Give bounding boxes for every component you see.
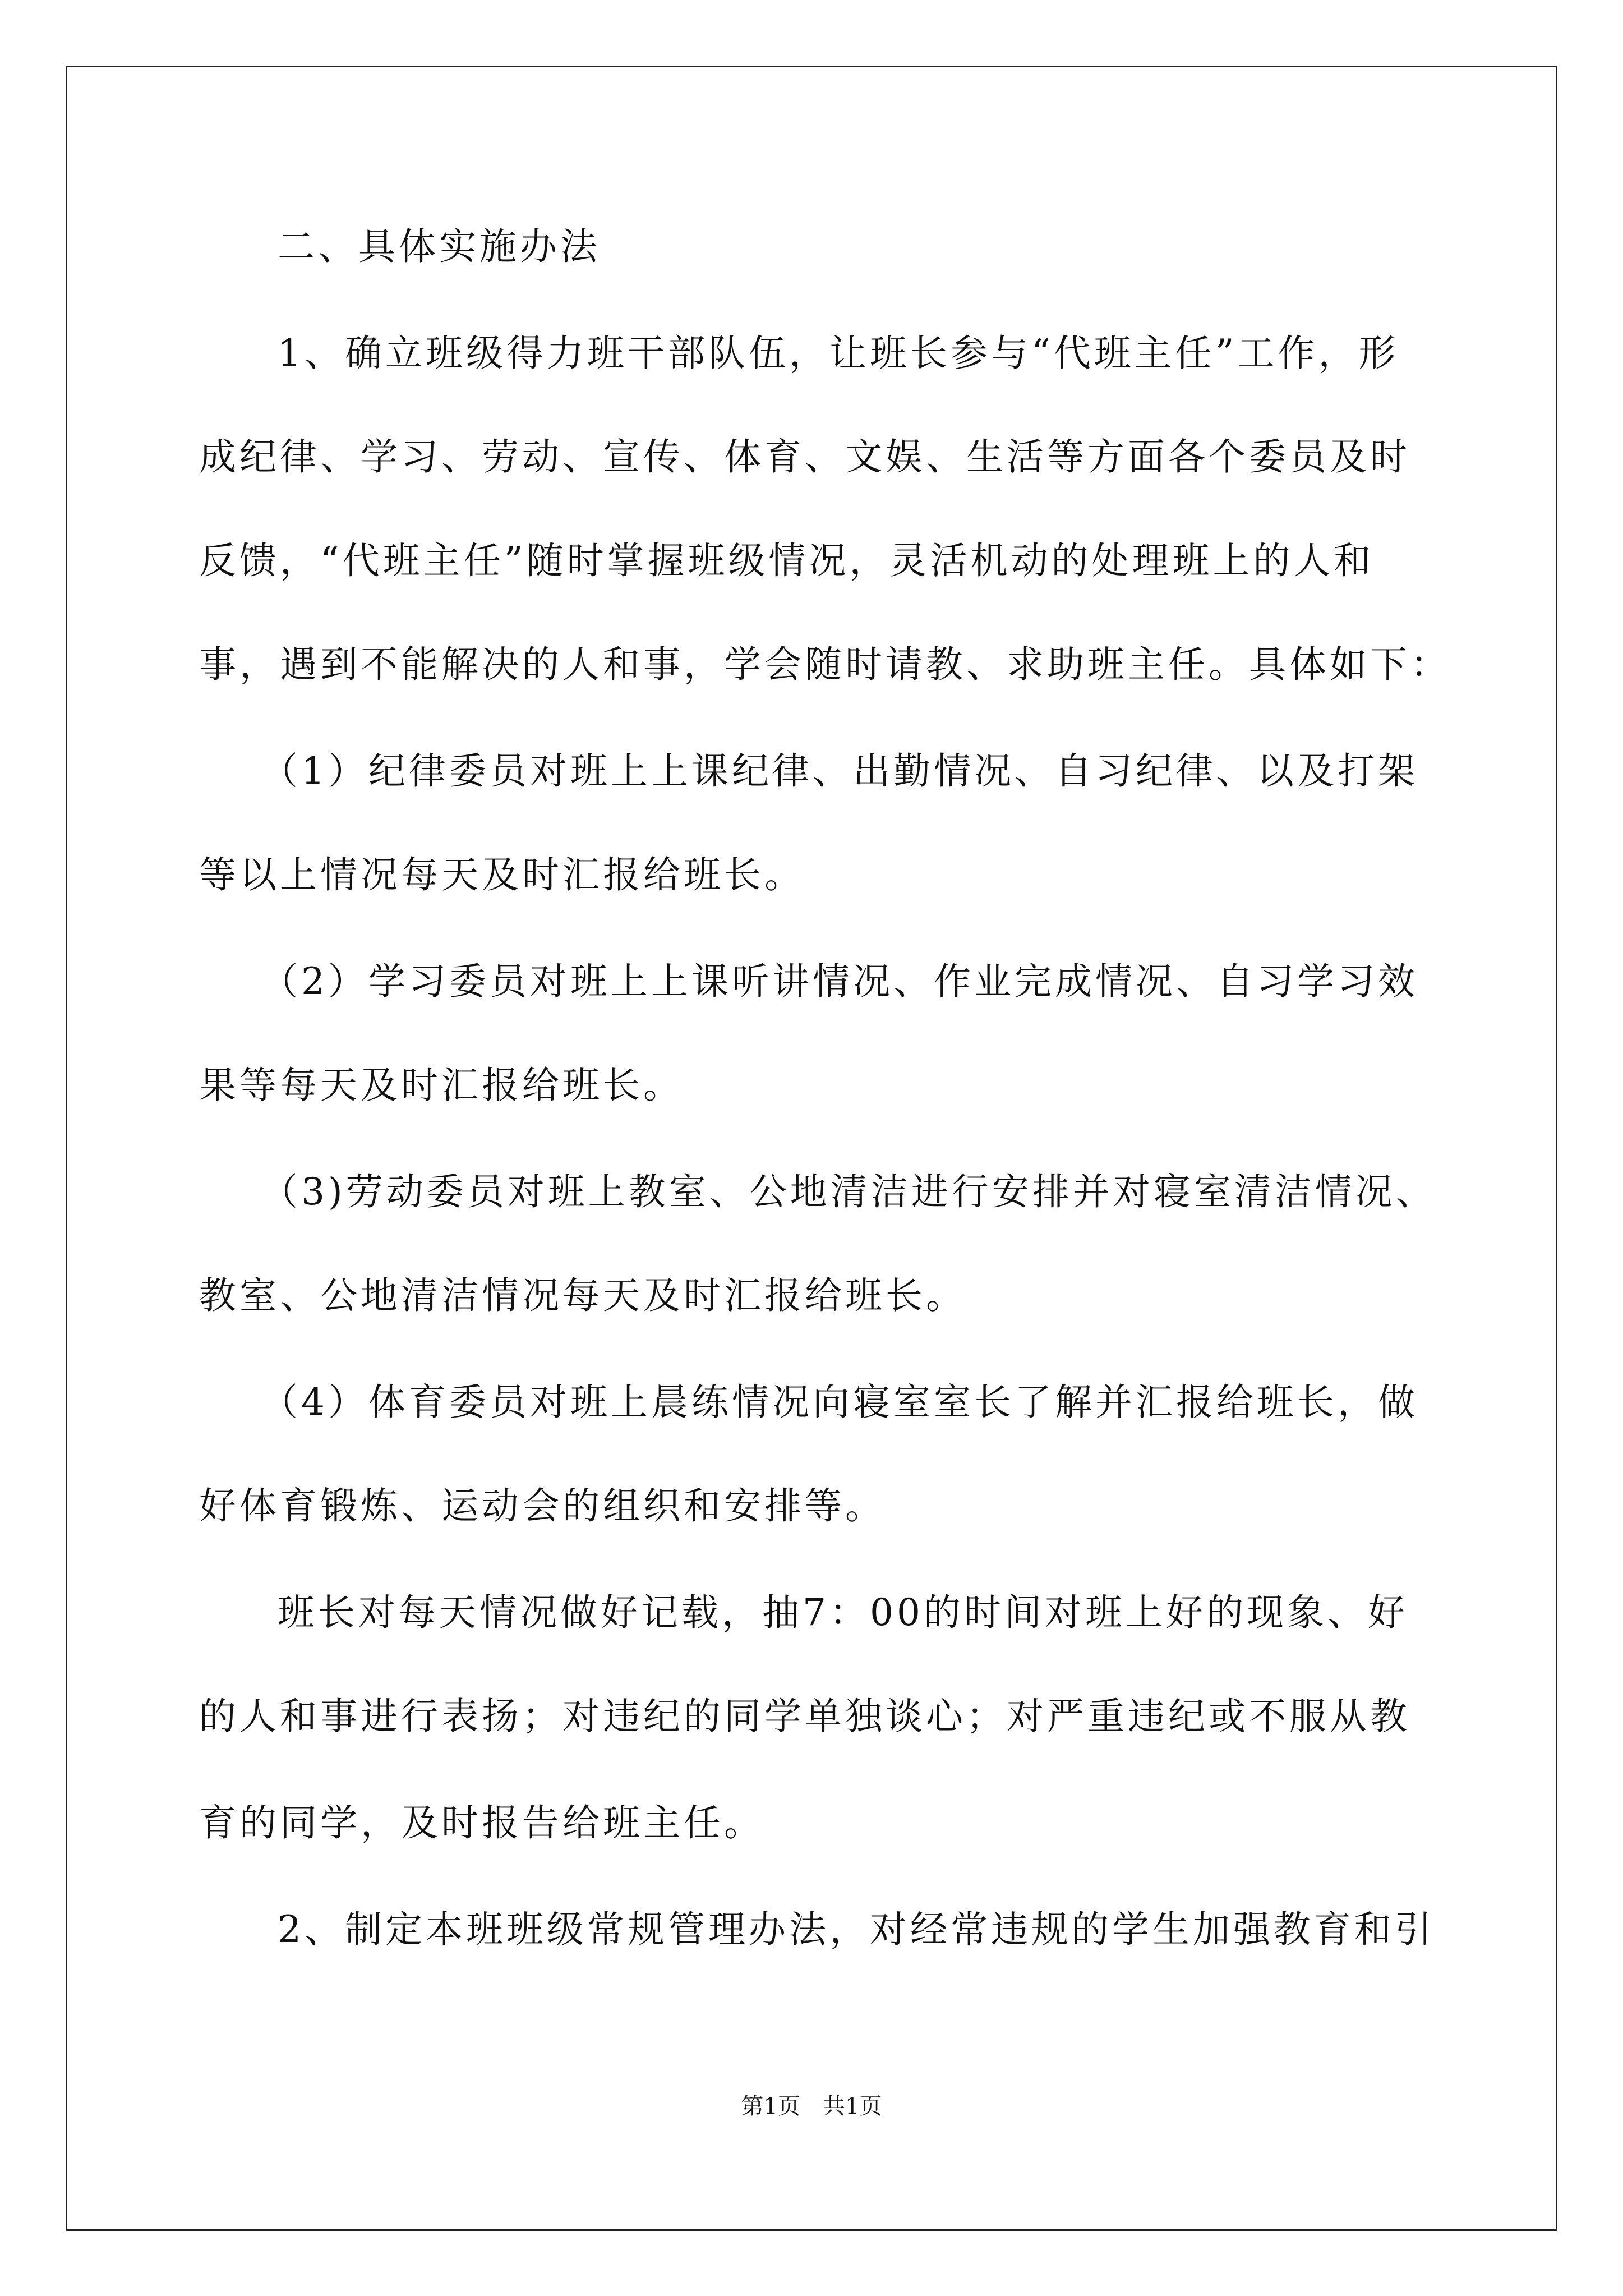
paragraph-line: 2、制定本班班级常规管理办法，对经常违规的学生加强教育和引 — [278, 1908, 1435, 1951]
paragraph-line: 好体育锻炼、运动会的组织和安排等。 — [199, 1484, 886, 1527]
paragraph-line: 育的同学，及时报告给班主任。 — [199, 1801, 764, 1844]
page-border — [66, 66, 1557, 2231]
paragraph-line: 成纪律、学习、劳动、宣传、体育、文娱、生活等方面各个委员及时 — [199, 435, 1410, 478]
paragraph-line: 的人和事进行表扬；对违纪的同学单独谈心；对严重违纪或不服从教 — [199, 1695, 1410, 1738]
section-heading: 二、具体实施办法 — [278, 225, 601, 268]
paragraph-line: （3)劳动委员对班上教室、公地清洁进行安排并对寝室清洁情况、 — [261, 1170, 1436, 1213]
paragraph-line: 等以上情况每天及时汇报给班长。 — [199, 853, 805, 896]
paragraph-line: 1、确立班级得力班干部队伍，让班长参与“代班主任”工作，形 — [278, 332, 1399, 375]
paragraph-line: 班长对每天情况做好记载，抽7：00的时间对班上好的现象、好 — [278, 1591, 1408, 1634]
paragraph-line: 事，遇到不能解决的人和事，学会随时请教、求助班主任。具体如下： — [199, 643, 1451, 686]
paragraph-line: （1）纪律委员对班上上课纪律、出勤情况、自习纪律、以及打架 — [261, 749, 1418, 793]
page-number: 第1页 共1页 — [741, 2093, 882, 2119]
paragraph-line: 果等每天及时汇报给班长。 — [199, 1064, 684, 1107]
paragraph-line: （4）体育委员对班上晨练情况向寝室室长了解并汇报给班长，做 — [261, 1381, 1418, 1424]
paragraph-line: 反馈，“代班主任”随时掌握班级情况，灵活机动的处理班上的人和 — [199, 539, 1375, 582]
paragraph-line: 教室、公地清洁情况每天及时汇报给班长。 — [199, 1274, 966, 1317]
paragraph-line: （2）学习委员对班上上课听讲情况、作业完成情况、自习学习效 — [261, 960, 1418, 1003]
